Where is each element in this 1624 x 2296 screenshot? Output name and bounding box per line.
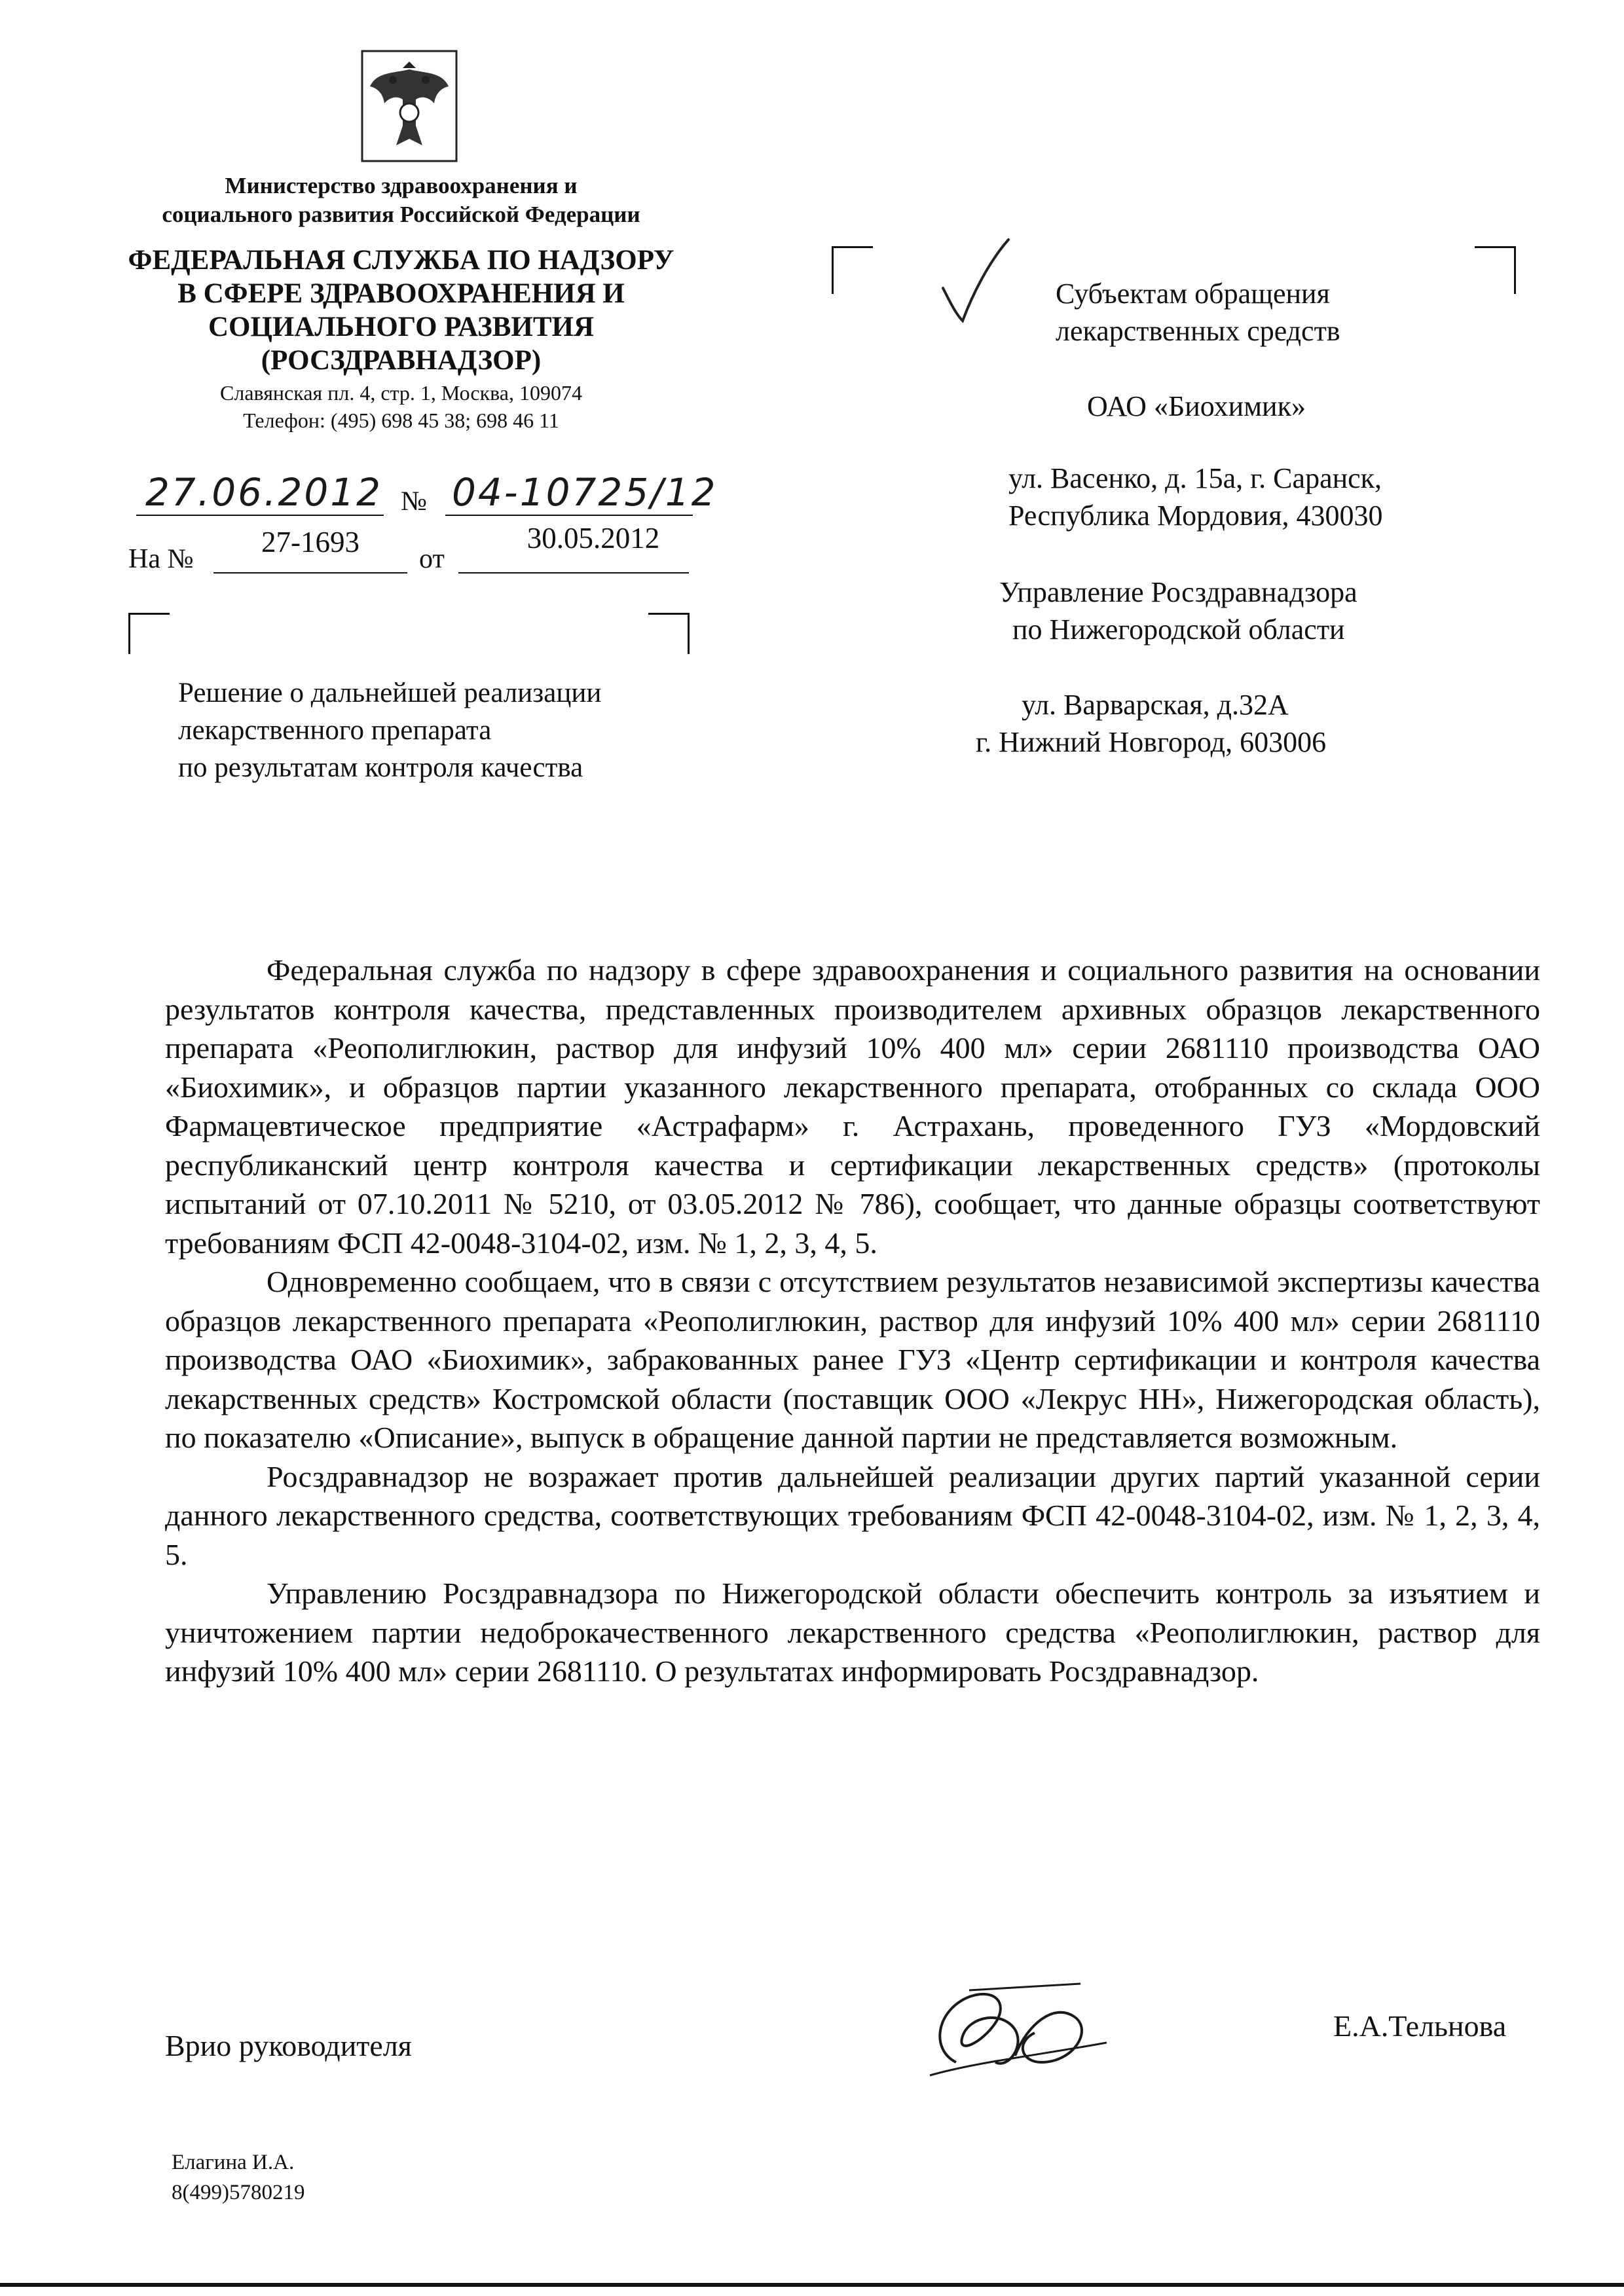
recipient-org2-address [976,686,1326,761]
address-line: Республика Мордовия, 430030 [1008,500,1383,532]
letter-body [165,951,1540,1691]
from-label: от [419,544,445,574]
subject-line: по результатам контроля качества [178,752,583,783]
in-reply-number: 27-1693 [261,526,360,558]
address-line: г. Нижний Новгород, 603006 [976,726,1327,758]
body-paragraph: Одновременно сообщаем, что в связи с отсутствием результатов независимой экспертизы качества образцов лекарственного препарата «Реополиглюкин, раствор для инфузий 10% 400 мл» серии 2681110 производства ОАО «Биохимик», забракованных ранее ГУЗ «Центр сертификации и контроля качества лекарственных средств» Костромской области (поставщик ООО «Лекрус НН», Нижегородская область), по показателю «Описание», выпуск в обращение данной партии не представляется возможным. [165,1265,1540,1454]
outgoing-date: 27.06.2012 [145,470,383,515]
subject-line: Решение о дальнейшей реализации [178,678,602,708]
outgoing-number: 04-10725/12 [452,470,718,515]
recipient-line: Управление Росздравнадзора [999,576,1357,608]
in-reply-date: 30.05.2012 [526,522,660,555]
recipient-bracket-left [832,246,873,294]
service-line: СОЦИАЛЬНОГО РАЗВИТИЯ [208,312,595,342]
executor-phone: 8(499)5780219 [172,2181,305,2204]
subject-bracket-left [128,613,170,654]
service-line: ФЕДЕРАЛЬНАЯ СЛУЖБА ПО НАДЗОРУ [128,245,674,276]
signer-position: Врио руководителя [165,2029,412,2062]
recipient-line: лекарственных средств [1056,315,1340,347]
body-paragraph: Федеральная служба по надзору в сфере здравоохранения и социального развития на основании результатов контроля качества, представленных производителем архивных образцов лекарственного препарата «Реополиглюкин, раствор для инфузий 10% 400 мл» серии 2681110 производства ОАО «Биохимик», и образцов партии указанного лекарственного препарата, отобранных со склада ООО Фармацевтическое предприятие «Астрафарм» г. Астрахань, проведенного ГУЗ «Мордовский республиканский центр контроля качества и сертификации лекарственных средств» (протоколы испытаний от 07.10.2011 № 5210, от 03.05.2012 № 786), сообщает, что данные образцы соответствуют требованиям ФСП 42-0048-3104-02, изм. № 1, 2, 3, 4, 5. [165,953,1540,1260]
recipient-org1-address [1008,460,1382,534]
signer-name: Е.А.Тельнова [1333,2009,1507,2043]
address-line: ул. Васенко, д. 15а, г. Саранск, [1008,462,1382,494]
in-reply-label: На № [128,544,194,574]
recipient-org1: ОАО «Биохимик» [1087,390,1306,422]
executor-name: Елагина И.А. [172,2151,295,2174]
service-name [105,244,697,377]
subject-line: лекарственного препарата [178,715,492,746]
recipient-bracket-right [1475,246,1516,294]
ministry-line: социального развития Российской Федерации [162,202,640,227]
ministry-name [105,172,697,229]
executor-info [172,2147,304,2208]
recipient-block [1056,275,1340,350]
recipient-line: Субъектам обращения [1056,278,1330,310]
service-phone: Телефон: (495) 698 45 38; 698 46 11 [243,409,559,432]
body-paragraph: Управлению Росздравнадзора по Нижегородской области обеспечить контроль за изъятием и уничтожением партии недоброкачественного лекарственного средства «Реополиглюкин, раствор для инфузий 10% 400 мл» серии 2681110. О результатах информировать Росздравнадзор. [165,1576,1540,1688]
handwritten-signature [917,1964,1113,2095]
service-address: Славянская пл. 4, стр. 1, Москва, 109074 [220,381,582,405]
coat-of-arms-emblem [357,47,462,165]
check-mark-icon [936,236,1015,327]
recipient-line: по Нижегородской области [1012,613,1345,646]
service-line: В СФЕРЕ ЗДРАВООХРАНЕНИЯ И [177,278,625,309]
page-bottom-edge [0,2283,1624,2287]
subject [178,674,715,786]
recipient-org2 [999,574,1357,648]
ministry-line: Министерство здравоохранения и [225,173,578,198]
service-line: (РОСЗДРАВНАДЗОР) [261,345,542,376]
body-paragraph: Росздравнадзор не возражает против дальнейшей реализации других партий указанной серии данного лекарственного средства, соответствующих требованиям ФСП 42-0048-3104-02, изм. № 1, 2, 3, 4, 5. [165,1459,1540,1571]
address-line: ул. Варварская, д.32А [1022,689,1289,721]
subject-bracket-right [648,613,690,654]
number-sign: № [401,486,428,517]
